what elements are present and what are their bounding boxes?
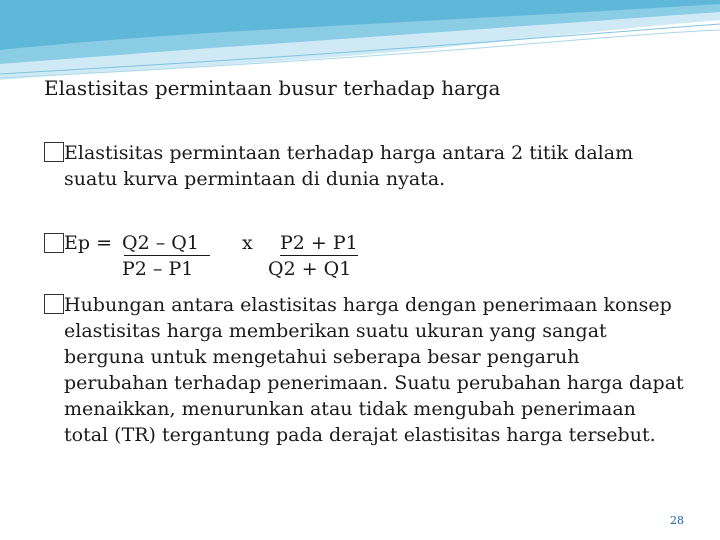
fraction-1-numerator: Q2 – Q1: [122, 232, 199, 254]
slide-title: Elastisitas permintaan busur terhadap harga: [44, 76, 501, 100]
fraction-1-denominator: P2 – P1: [122, 258, 194, 280]
formula-operator: x: [242, 232, 253, 254]
paragraph-definition-text: Elastisitas permintaan terhadap harga antara 2 titik dalam suatu kurva permintaan di dunia nyata.: [64, 142, 634, 190]
bullet-icon: [44, 294, 64, 314]
fraction-2-numerator: P2 + P1: [280, 232, 358, 254]
paragraph-revenue-text: Hubungan antara elastisitas harga dengan penerimaan konsep elastisitas harga memberikan suatu ukuran yang sangat berguna untuk mengetahui seberapa besar pengaruh perubahan terhadap penerimaan. Suatu perubahan harga dapat menaikkan, menurunkan atau tidak mengubah penerimaan total (TR) tergantung pada derajat elastisitas harga tersebut.: [64, 294, 684, 446]
bullet-icon: [44, 233, 64, 253]
paragraph-revenue: [44, 292, 684, 448]
page-number: 28: [670, 514, 684, 527]
elasticity-formula: [44, 230, 464, 284]
paragraph-definition: [44, 140, 684, 192]
bullet-icon: [44, 142, 64, 162]
fraction-2-denominator: Q2 + Q1: [268, 258, 352, 280]
formula-lhs: Ep =: [64, 232, 112, 254]
formula-fraction-2: [254, 230, 358, 282]
formula-fraction-1: [122, 230, 210, 282]
